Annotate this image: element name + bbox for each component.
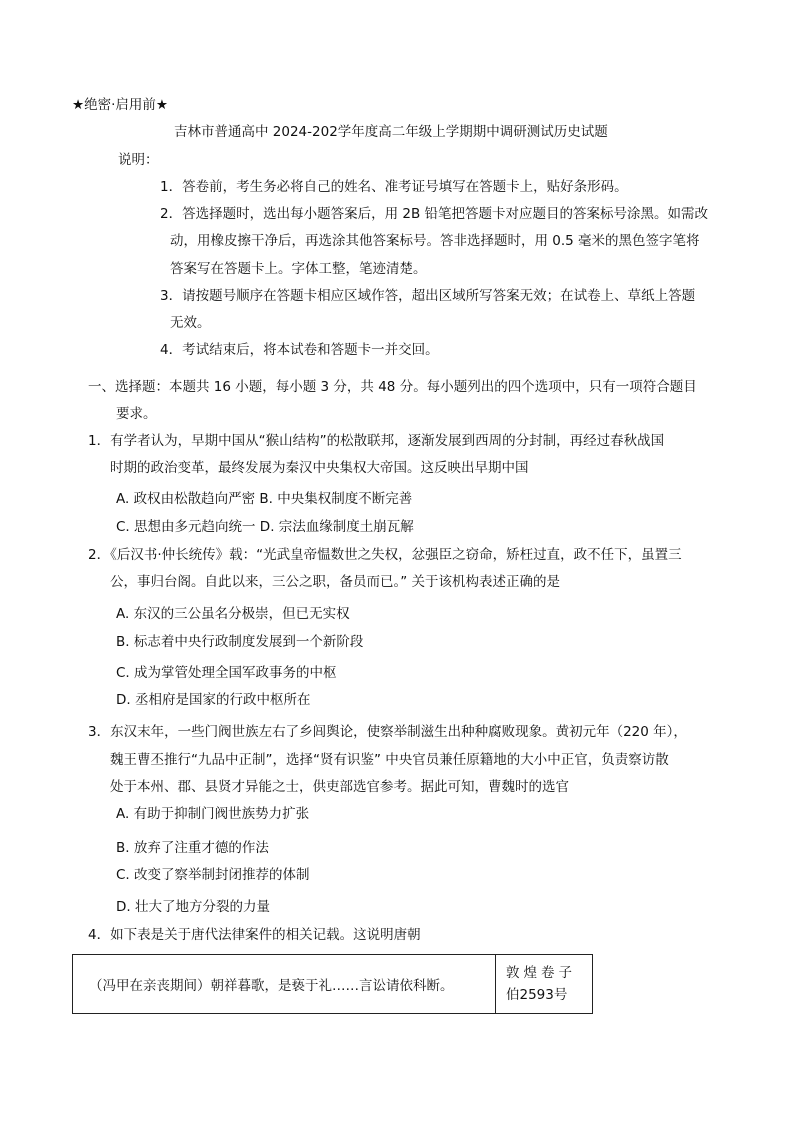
instruction-item: 1．答卷前，考生务必将自己的姓名、准考证号填写在答题卡上，贴好条形码。 bbox=[160, 179, 628, 195]
law-case-table bbox=[72, 954, 593, 1014]
q3-option-d: D. 壮大了地方分裂的力量 bbox=[116, 899, 270, 915]
question-1-cont: 时期的政治变革，最终发展为秦汉中央集权大帝国。这反映出早期中国 bbox=[110, 460, 529, 476]
q2-option-d: D. 丞相府是国家的行政中枢所在 bbox=[116, 692, 311, 708]
instruction-item: 答案写在答题卡上。字体工整，笔迹清楚。 bbox=[170, 261, 427, 277]
instruction-item: 4．考试结束后，将本试卷和答题卡一并交回。 bbox=[160, 342, 439, 358]
q2-option-b: B. 标志着中央行政制度发展到一个新阶段 bbox=[116, 634, 364, 650]
instruction-item: 动，用橡皮擦干净后，再选涂其他答案标号。答非选择题时，用 0.5 毫米的黑色签字笔将 bbox=[170, 233, 700, 249]
q3-option-c: C. 改变了察举制封闭推荐的体制 bbox=[116, 867, 310, 883]
q3-option-b: B. 放弃了注重才德的作法 bbox=[116, 840, 269, 856]
q1-options-ab: A. 政权由松散趋向严密 B. 中央集权制度不断完善 bbox=[116, 491, 413, 507]
question-2: 2．《后汉书·仲长统传》载：“光武皇帝愠数世之失权，忿强臣之窃命，矫枉过直，政不任下，虽置三 bbox=[88, 547, 682, 563]
question-3-cont: 处于本州、郡、县贤才异能之士，供吏部选官参考。据此可知，曹魏时的选官 bbox=[110, 779, 569, 795]
instruction-item: 3．请按题号顺序在答题卡相应区域作答，超出区域所写答案无效；在试卷上、草纸上答题 bbox=[160, 288, 696, 304]
question-1: 1．有学者认为，早期中国从“猴山结构”的松散联邦，逐渐发展到西周的分封制，再经过春秋战国 bbox=[88, 433, 665, 449]
q2-option-a: A. 东汉的三公虽名分极崇，但已无实权 bbox=[116, 606, 350, 622]
q3-option-a: A. 有助于抑制门阀世族势力扩张 bbox=[116, 806, 310, 822]
exam-title: 吉林市普通高中 2024-202学年度高二年级上学期期中调研测试历史试题 bbox=[174, 124, 608, 140]
source-line-2: 伯2593号 bbox=[506, 987, 568, 1003]
secret-label: ★绝密·启用前★ bbox=[72, 97, 168, 113]
q2-option-c: C. 成为掌管处理全国军政事务的中枢 bbox=[116, 665, 337, 681]
section-heading: 一、选择题：本题共 16 小题，每小题 3 分，共 48 分。每小题列出的四个选项中，只有一项符合题目 bbox=[88, 379, 697, 395]
source-line-1: 敦煌卷子 bbox=[506, 965, 576, 981]
question-3: 3．东汉末年，一些门阀世族左右了乡闾舆论，使察举制滋生出种种腐败现象。黄初元年（220 年）， bbox=[88, 724, 687, 740]
question-3-cont: 魏王曹丕推行“九品中正制”，选择“贤有识鉴” 中央官员兼任原籍地的大小中正官，负责察访散 bbox=[110, 752, 669, 768]
question-2-cont: 公，事归台阁。自此以来，三公之职，备员而已。” 关于该机构表述正确的是 bbox=[110, 574, 561, 590]
q1-options-cd: C. 思想由多元趋向统一 D. 宗法血缘制度土崩瓦解 bbox=[116, 519, 414, 535]
section-heading-cont: 要求。 bbox=[116, 406, 157, 422]
question-4: 4．如下表是关于唐代法律案件的相关记载。这说明唐朝 bbox=[88, 927, 421, 943]
instruction-item: 无效。 bbox=[170, 315, 211, 331]
table-source-cell bbox=[496, 955, 593, 1014]
instructions-label: 说明： bbox=[118, 152, 159, 168]
table-content-cell: （冯甲在亲丧期间）朝祥暮歌，是亵于礼……言讼请依科断。 bbox=[73, 955, 496, 1014]
instruction-item: 2．答选择题时，选出每小题答案后，用 2B 铅笔把答题卡对应题目的答案标号涂黑。如需改 bbox=[160, 206, 709, 222]
